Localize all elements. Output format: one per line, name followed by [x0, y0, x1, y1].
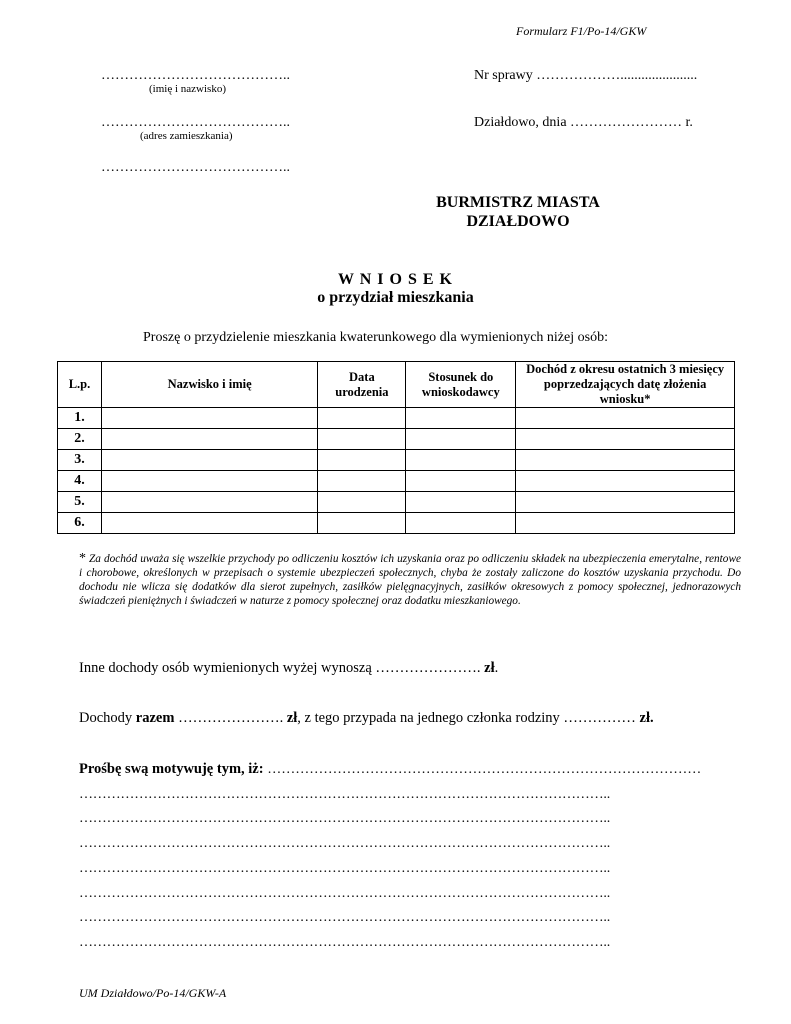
- relation-cell[interactable]: [406, 408, 516, 429]
- case-number-field[interactable]: Nr sprawy ………………......................: [474, 68, 698, 83]
- relation-cell[interactable]: [406, 513, 516, 534]
- other-income-line[interactable]: [79, 660, 498, 677]
- total-income-prefix: Dochody: [79, 710, 133, 726]
- row-number: 4.: [58, 471, 102, 492]
- table-row: [58, 429, 735, 450]
- motivation-dots-line[interactable]: ……………………………………………………………………………………………………..: [79, 861, 611, 876]
- income-cell[interactable]: [516, 450, 735, 471]
- income-cell[interactable]: [516, 471, 735, 492]
- motivation-line[interactable]: [79, 761, 701, 778]
- relation-cell[interactable]: [406, 450, 516, 471]
- per-member-unit: zł.: [639, 710, 654, 726]
- place-date-field[interactable]: Działdowo, dnia …………………… r.: [474, 115, 693, 130]
- per-member-text: , z tego przypada na jednego członka rodziny ……………: [297, 710, 636, 726]
- total-income-unit: zł: [286, 710, 298, 726]
- income-cell[interactable]: [516, 513, 735, 534]
- footnote-star: *: [79, 551, 86, 566]
- income-footnote: [79, 552, 741, 608]
- row-number: 1.: [58, 408, 102, 429]
- table-row: [58, 492, 735, 513]
- table-row: [58, 408, 735, 429]
- address-caption: (adres zamieszkania): [140, 130, 233, 142]
- total-income-dots: ………………….: [178, 710, 284, 726]
- header-birthdate: Data urodzenia: [318, 362, 406, 408]
- motivation-first-dots: …………………………………………………………………………………: [267, 762, 702, 777]
- birthdate-cell[interactable]: [318, 471, 406, 492]
- birthdate-cell[interactable]: [318, 429, 406, 450]
- name-field[interactable]: …………………………………..: [101, 68, 290, 83]
- form-code: Formularz F1/Po-14/GKW: [516, 24, 647, 38]
- row-number: 3.: [58, 450, 102, 471]
- relation-cell[interactable]: [406, 429, 516, 450]
- name-cell[interactable]: [101, 492, 317, 513]
- address-extra-field[interactable]: …………………………………..: [101, 160, 290, 175]
- birthdate-cell[interactable]: [318, 408, 406, 429]
- other-income-unit: zł: [484, 660, 495, 676]
- other-income-end: .: [494, 660, 499, 676]
- table-row: [58, 450, 735, 471]
- name-cell[interactable]: [101, 471, 317, 492]
- birthdate-cell[interactable]: [318, 450, 406, 471]
- total-income-line[interactable]: [79, 710, 654, 727]
- total-income-bold: razem: [135, 710, 175, 726]
- recipient-line-2: DZIAŁDOWO: [466, 213, 570, 230]
- document-subtitle: o przydział mieszkania: [317, 289, 474, 306]
- footer-code: UM Działdowo/Po-14/GKW-A: [79, 986, 227, 1000]
- header-lp: L.p.: [58, 362, 102, 408]
- other-income-text: Inne dochody osób wymienionych wyżej wynoszą ………………….: [79, 660, 481, 676]
- table-header-row: [58, 362, 735, 408]
- name-cell[interactable]: [101, 429, 317, 450]
- motivation-label: Prośbę swą motywuję tym, iż:: [79, 761, 264, 777]
- name-cell[interactable]: [101, 513, 317, 534]
- birthdate-cell[interactable]: [318, 492, 406, 513]
- motivation-dots-line[interactable]: ……………………………………………………………………………………………………..: [79, 886, 611, 901]
- motivation-dots-line[interactable]: ……………………………………………………………………………………………………..: [79, 836, 611, 851]
- motivation-dots-line[interactable]: ……………………………………………………………………………………………………..: [79, 935, 611, 950]
- header-relation: Stosunek do wnioskodawcy: [406, 362, 516, 408]
- header-name: Nazwisko i imię: [101, 362, 317, 408]
- name-caption: (imię i nazwisko): [149, 83, 226, 95]
- persons-table: [57, 361, 735, 534]
- motivation-dots-line[interactable]: ……………………………………………………………………………………………………..: [79, 910, 611, 925]
- table-row: [58, 471, 735, 492]
- birthdate-cell[interactable]: [318, 513, 406, 534]
- relation-cell[interactable]: [406, 471, 516, 492]
- name-cell[interactable]: [101, 450, 317, 471]
- row-number: 6.: [58, 513, 102, 534]
- footnote-text: Za dochód uważa się wszelkie przychody po odliczeniu kosztów ich uzyskania oraz po odliczeniu składek na ubezpieczenia emerytalne, rentowe i chorobowe, określonych w przepisach o systemie ubezpieczeń społecznych, chyba że zostały zaliczone do kosztów uzyskania przychodu. Do dochodu nie wlicza się dodatków dla sierot zupełnych, zasiłków pielęgnacyjnych, zasiłków okresowych z pomocy społecznej, jednorazowych świadczeń pieniężnych i świadczeń w naturze z pomocy społecznej oraz dodatku mieszkaniowego.: [79, 553, 742, 607]
- relation-cell[interactable]: [406, 492, 516, 513]
- motivation-dots-line[interactable]: ……………………………………………………………………………………………………..: [79, 811, 611, 826]
- row-number: 5.: [58, 492, 102, 513]
- row-number: 2.: [58, 429, 102, 450]
- intro-text: Proszę o przydzielenie mieszkania kwaterunkowego dla wymienionych niżej osób:: [143, 330, 608, 345]
- recipient-line-1: BURMISTRZ MIASTA: [436, 194, 600, 211]
- income-cell[interactable]: [516, 408, 735, 429]
- name-cell[interactable]: [101, 408, 317, 429]
- document-title: W N I O S E K: [338, 271, 453, 288]
- table-row: [58, 513, 735, 534]
- income-cell[interactable]: [516, 492, 735, 513]
- address-field[interactable]: …………………………………..: [101, 115, 290, 130]
- header-income: Dochód z okresu ostatnich 3 miesięcy poprzedzających datę złożenia wniosku*: [516, 362, 735, 408]
- income-cell[interactable]: [516, 429, 735, 450]
- motivation-dots-line[interactable]: ……………………………………………………………………………………………………..: [79, 787, 611, 802]
